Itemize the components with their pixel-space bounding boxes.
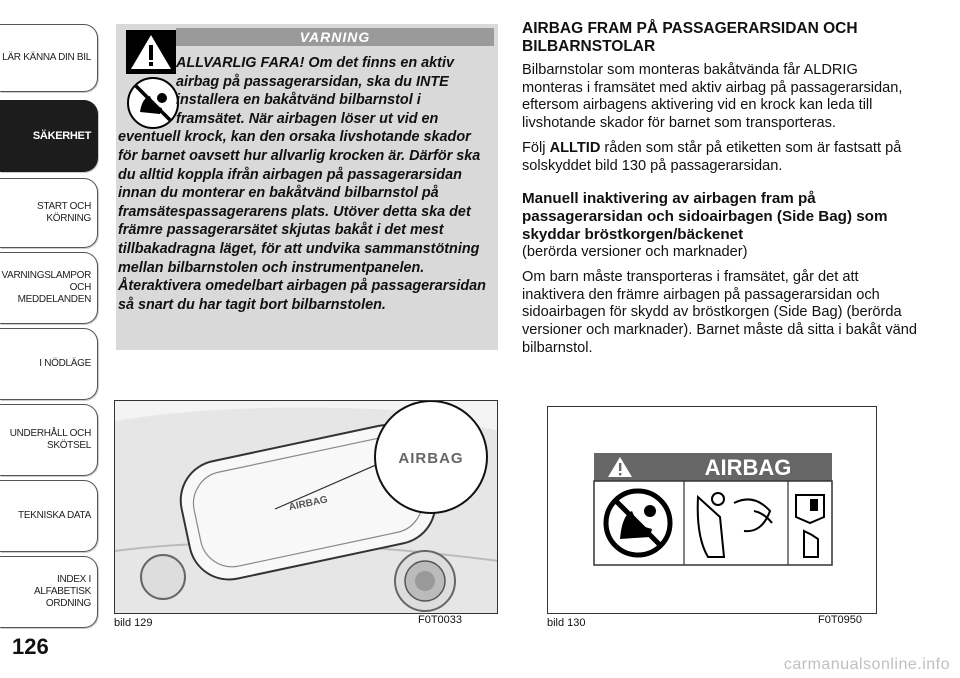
figure-129-label: bild 129 bbox=[114, 617, 153, 629]
figure-130-label: bild 130 bbox=[547, 617, 586, 629]
figure-129 bbox=[114, 400, 498, 614]
tab-label: I NÖDLÄGE bbox=[39, 358, 91, 369]
airbag-emblem-zoom-text: AIRBAG bbox=[398, 450, 464, 467]
sticker-title: AIRBAG bbox=[704, 455, 792, 480]
tab-varningslampor[interactable] bbox=[0, 252, 98, 324]
page-number: 126 bbox=[12, 634, 49, 659]
dashboard-emblem-text: AIRBAG bbox=[287, 494, 329, 514]
watermark: carmanualsonline.info bbox=[783, 656, 950, 673]
warning-text-full: eventuell krock, kan den orsaka livshotande skador för barnet oavsett hur allvarlig krocken är. Därför ska du alltid koppla ifrån airbagen på passagerarsidan innan du monterar en bakåtvänd bilbarnstol på framsätespassagerarens plats. Utöver detta ska det främre passagerarsätet skjutas bakåt i det mest tillbakadragna läget, för att undvika sammanstötning mellan bilbarnstolen och instrumentpanelen. Återaktivera omedelbart airbagen på passagerarsidan så snart du har tagit bort bilbarnstolen. bbox=[118, 129, 486, 313]
section-subnote: (berörda versioner och marknader) bbox=[522, 243, 748, 260]
tab-underhall-och-skotsel[interactable] bbox=[0, 404, 98, 476]
chapter-sidebar bbox=[0, 0, 100, 678]
tab-lar-kanna-din-bil[interactable] bbox=[0, 24, 98, 92]
warning-box bbox=[116, 24, 498, 350]
tab-label: LÄR KÄNNA DIN BIL bbox=[2, 52, 91, 63]
tab-tekniska-data[interactable] bbox=[0, 480, 98, 552]
airbag-sticker-illustration bbox=[548, 407, 877, 614]
section-column bbox=[522, 20, 922, 365]
tab-index[interactable] bbox=[0, 556, 98, 628]
section-paragraph-3: Om barn måste transporteras i framsätet, går det att inaktivera den främre airbagen på passagerarsidan och sidoairbagen för skydd av bröstkorgen (Side Bag) (berörda versioner och marknader). Barnet måste då sitta i bakåt vänd bilbarnstol. bbox=[522, 269, 918, 356]
tab-i-nodlage[interactable] bbox=[0, 328, 98, 400]
warning-text bbox=[118, 54, 492, 314]
section-heading: AIRBAG FRAM PÅ PASSAGERARSIDAN OCH BILBARNSTOLAR bbox=[522, 20, 858, 55]
warning-title: VARNING bbox=[176, 28, 494, 46]
section-paragraph-1: Bilbarnstolar som monteras bakåtvända får ALDRIG monteras i framsätet med aktiv airbag på passagerarsidan, eftersom airbagens aktivering vid en krock kan leda till livshotande skador för barnet som transporteras. bbox=[522, 62, 903, 131]
tab-label: START OCH KÖRNING bbox=[37, 201, 91, 224]
tab-label: TEKNISKA DATA bbox=[18, 510, 91, 521]
figure-130-code: F0T0950 bbox=[818, 614, 863, 626]
figure-129-code: F0T0033 bbox=[418, 614, 463, 626]
warning-text-indented: ALLVARLIG FARA! Om det finns en aktiv airbag på passagerarsidan, ska du INTE installera en bakåtvänd bilbarnstol i framsätet. När airbagen löser ut vid en bbox=[176, 55, 454, 127]
figure-130 bbox=[547, 406, 877, 614]
tab-label: SÄKERHET bbox=[32, 130, 91, 142]
section-paragraph-2: Följ ALLTID råden som står på etiketten som är fastsatt på solskyddet bild 130 på passagerarsidan. bbox=[522, 140, 902, 174]
tab-start-och-korning[interactable] bbox=[0, 178, 98, 248]
tab-label: UNDERHÅLL OCH SKÖTSEL bbox=[9, 428, 91, 451]
tab-label: VARNINGSLAMPOR OCH MEDDELANDEN bbox=[1, 270, 91, 305]
section-subheading: Manuell inaktivering av airbagen fram på passagerarsidan och sidoairbagen (Side Bag) som skyddar bröstkorgen/bäckenet bbox=[522, 189, 888, 243]
dashboard-airbag-illustration bbox=[115, 401, 498, 614]
tab-label: INDEX I ALFABETISK ORDNING bbox=[33, 574, 91, 609]
tab-sakerhet[interactable] bbox=[0, 100, 98, 172]
